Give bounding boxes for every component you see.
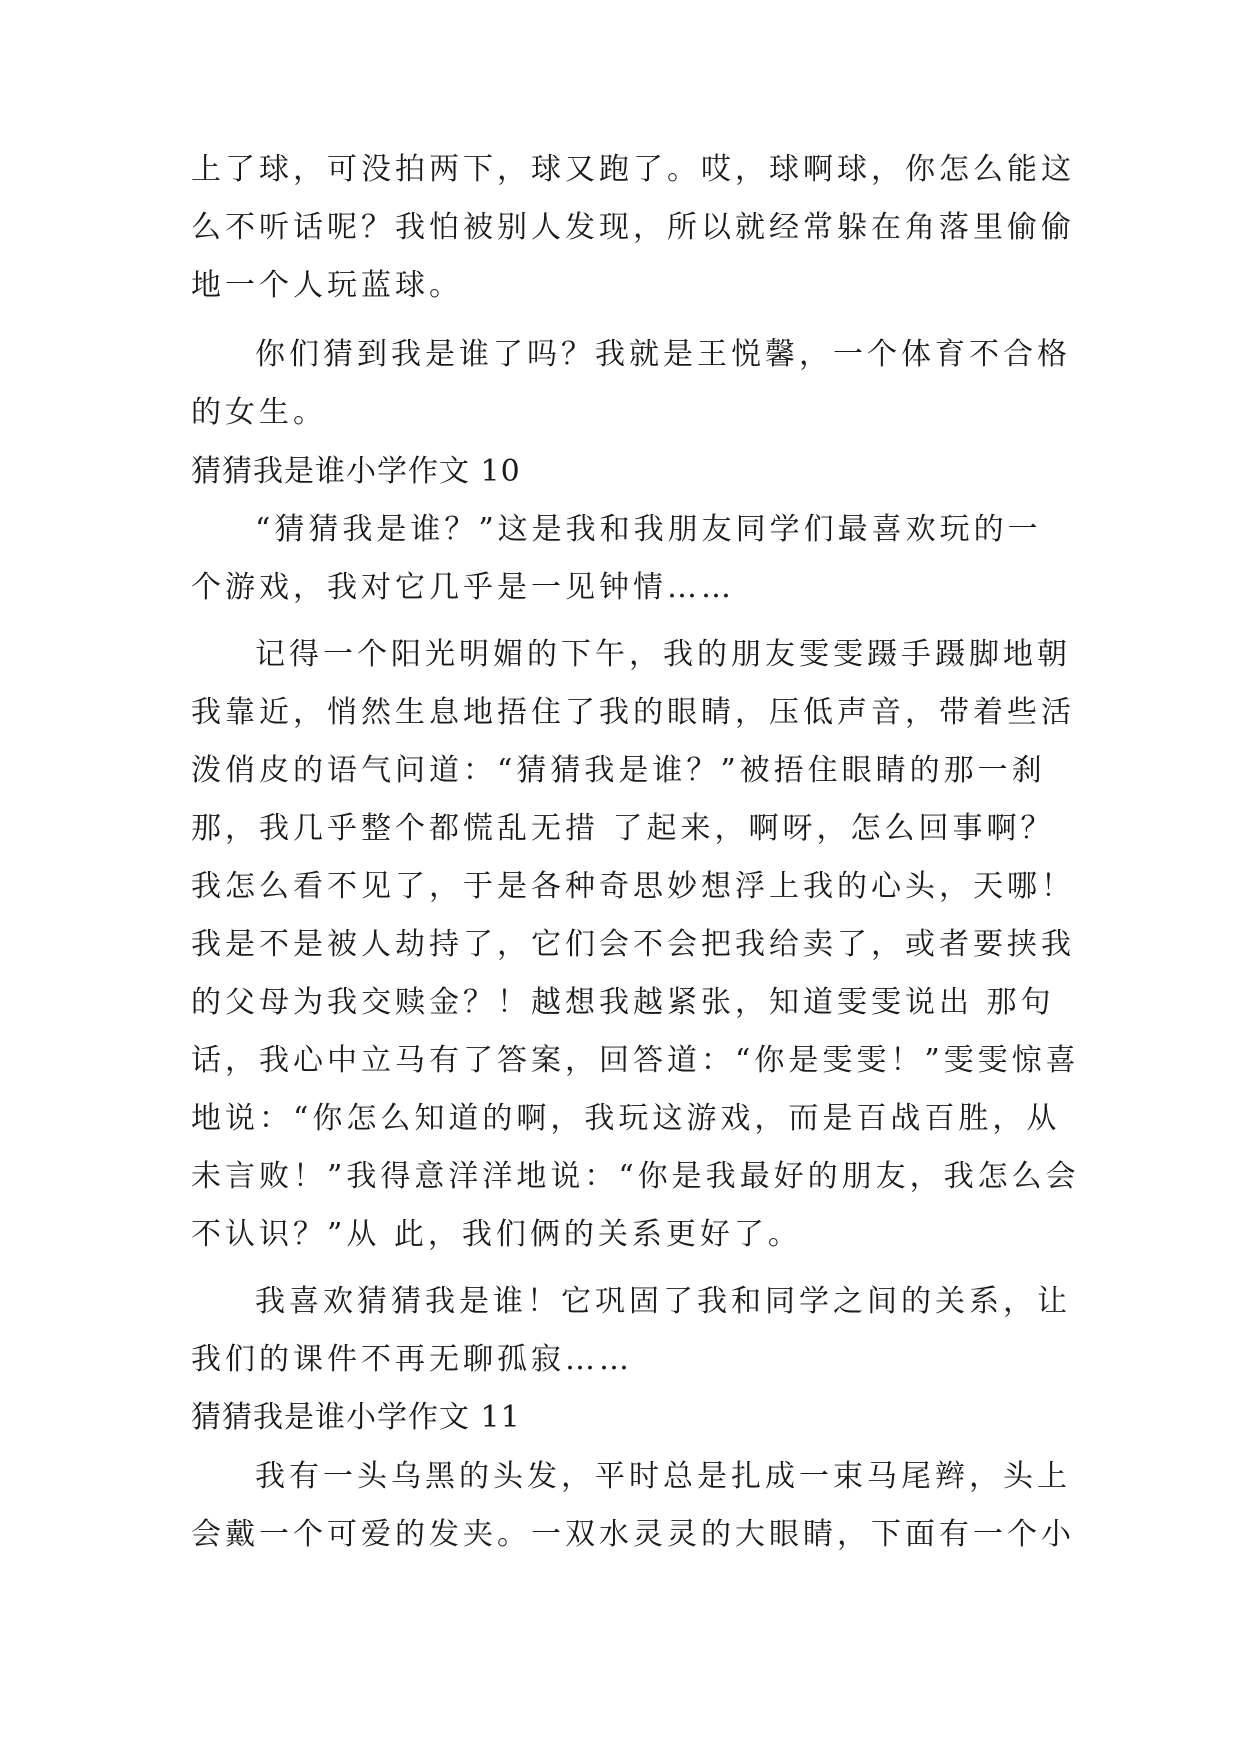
body-text-line: 的女生。 (191, 395, 327, 430)
paragraph-first-line: 我喜欢猜猜我是谁！它巩固了我和同学之间的关系，让 (255, 1284, 1071, 1319)
body-text-line: 话，我心中立马有了答案，回答道：“你是雯雯！”雯雯惊喜 (191, 1043, 1080, 1078)
body-text-line: 那，我几乎整个都慌乱无措 了起来，啊呀，怎么回事啊？ (191, 811, 1055, 846)
paragraph-first-line: 记得一个阳光明媚的下午，我的朋友雯雯蹑手蹑脚地朝 (255, 637, 1071, 672)
body-text-line: 未言败！”我得意洋洋地说：“你是我最好的朋友，我怎么会 (191, 1159, 1080, 1194)
paragraph-first-line: 你们猜到我是谁了吗？我就是王悦馨，一个体育不合格 (255, 337, 1071, 372)
body-text-line: 我怎么看不见了，于是各种奇思妙想浮上我的心头，天哪！ (191, 869, 1075, 904)
body-text-line: 我们的课件不再无聊孤寂…… (191, 1342, 633, 1377)
body-text-line: 个游戏，我对它几乎是一见钟情…… (191, 570, 735, 605)
body-text-line: 不认识？”从 此，我们俩的关系更好了。 (191, 1217, 802, 1252)
body-text-line: 的父母为我交赎金？！越想我越紧张，知道雯雯说出 那句 (191, 985, 1055, 1020)
body-text-line: 我靠近，悄然生息地捂住了我的眼睛，压低声音，带着些活 (191, 695, 1075, 730)
body-text-line: 地一个人玩蓝球。 (191, 268, 463, 303)
section-heading: 猜猜我是谁小学作文 10 (191, 454, 521, 489)
body-text-line: 泼俏皮的语气问道：“猜猜我是谁？”被捂住眼睛的那一刹 (191, 753, 1046, 788)
body-text-line: 么不听话呢？我怕被别人发现，所以就经常躲在角落里偷偷 (191, 210, 1075, 245)
paragraph-first-line: 我有一头乌黑的头发，平时总是扎成一束马尾辫，头上 (255, 1459, 1071, 1494)
body-text-line: 上了球，可没拍两下，球又跑了。哎，球啊球，你怎么能这 (191, 152, 1075, 187)
body-text-line: 我是不是被人劫持了，它们会不会把我给卖了，或者要挟我 (191, 927, 1075, 962)
body-text-line: 地说：“你怎么知道的啊，我玩这游戏，而是百战百胜，从 (191, 1101, 1061, 1136)
body-text-line: 会戴一个可爱的发夹。一双水灵灵的大眼睛，下面有一个小 (191, 1517, 1075, 1552)
paragraph-first-line: “猜猜我是谁？”这是我和我朋友同学们最喜欢玩的一 (255, 512, 1042, 547)
section-heading: 猜猜我是谁小学作文 11 (191, 1400, 521, 1435)
